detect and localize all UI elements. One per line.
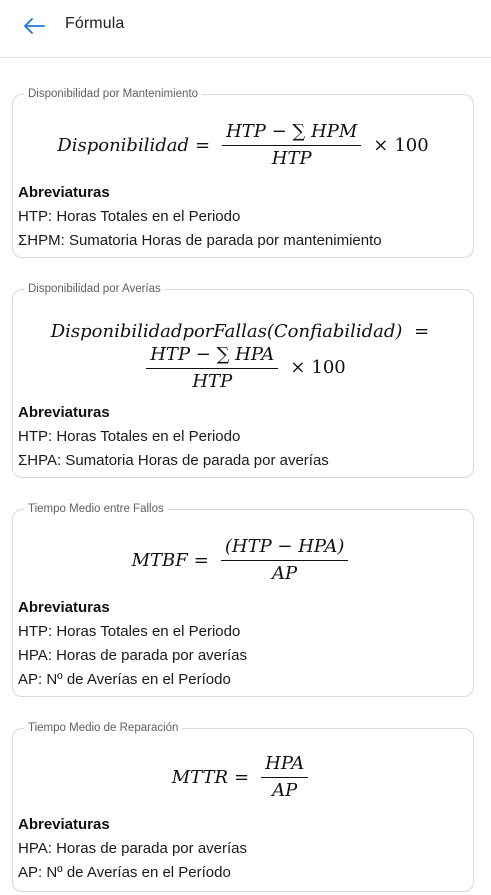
abbreviations-title: Abreviaturas [18, 816, 110, 833]
formula [13, 117, 473, 173]
abbreviations-title: Abreviaturas [18, 184, 110, 201]
abbreviation-item: HPA: Horas de parada por averías [18, 647, 248, 664]
formula-lhs: MTBF [131, 549, 188, 571]
abbreviations-title: Abreviaturas [18, 404, 110, 421]
formula-denominator: AP [272, 563, 298, 584]
formula-lhs: DisponibilidadporFallas(Confiabilidad) [50, 320, 403, 342]
formula-fraction [221, 536, 349, 584]
formula-times: × [373, 134, 389, 156]
formula-times: × [290, 357, 306, 378]
formula-numerator: HPA [261, 753, 308, 778]
formula-denominator: AP [272, 780, 298, 801]
formula-fraction [146, 344, 278, 392]
formula-denominator: HTP [192, 370, 233, 392]
abbreviations-title: Abreviaturas [18, 599, 110, 616]
formula [13, 749, 473, 805]
formula-fraction [261, 753, 308, 801]
abbreviation-item: HTP: Horas Totales en el Periodo [18, 208, 241, 225]
formula-numerator: HTP − ∑ HPA [146, 344, 278, 369]
abbreviation-item: ΣHPA: Sumatoria Horas de parada por averías [18, 452, 329, 469]
formula-numerator: (HTP − HPA) [221, 536, 349, 561]
page-title: Fórmula [65, 15, 125, 32]
abbreviation-item: HTP: Horas Totales en el Periodo [18, 428, 241, 445]
formula-lhs: Disponibilidad [57, 134, 189, 156]
abbreviation-item: HTP: Horas Totales en el Periodo [18, 623, 241, 640]
formula-fraction [222, 121, 361, 169]
formula-factor: 100 [311, 357, 346, 378]
formula-factor: 100 [394, 134, 429, 156]
arrow-left-icon [23, 17, 45, 35]
abbreviation-item: ΣHPM: Sumatoria Horas de parada por mantenimiento [18, 232, 382, 249]
card-mtbf [12, 503, 474, 697]
back-button[interactable] [18, 12, 50, 40]
abbreviations [18, 401, 467, 473]
abbreviations [18, 813, 467, 885]
card-mttr [12, 722, 474, 892]
formula-lhs: MTTR [171, 766, 229, 788]
formula [13, 314, 473, 398]
card-legend: Disponibilidad por Averías [24, 281, 165, 297]
formula-numerator: HTP − ∑ HPM [222, 121, 361, 146]
card-disponibilidad-averias [12, 283, 474, 478]
card-disponibilidad-mantenimiento [12, 88, 474, 258]
abbreviation-item: AP: Nº de Averías en el Período [18, 671, 231, 688]
formula-denominator: HTP [271, 148, 312, 169]
abbreviation-item: AP: Nº de Averías en el Período [18, 864, 231, 881]
formula-equals: = [193, 549, 209, 571]
formula-equals: = [195, 134, 211, 156]
formula-equals: = [414, 320, 430, 342]
card-legend: Disponibilidad por Mantenimiento [24, 86, 202, 102]
card-legend: Tiempo Medio de Reparación [24, 720, 182, 736]
abbreviations [18, 181, 467, 253]
formula-equals: = [234, 766, 250, 788]
card-legend: Tiempo Medio entre Fallos [24, 501, 168, 517]
abbreviations [18, 596, 467, 692]
app-bar [0, 0, 491, 58]
formula [13, 532, 473, 588]
abbreviation-item: HPA: Horas de parada por averías [18, 840, 248, 857]
